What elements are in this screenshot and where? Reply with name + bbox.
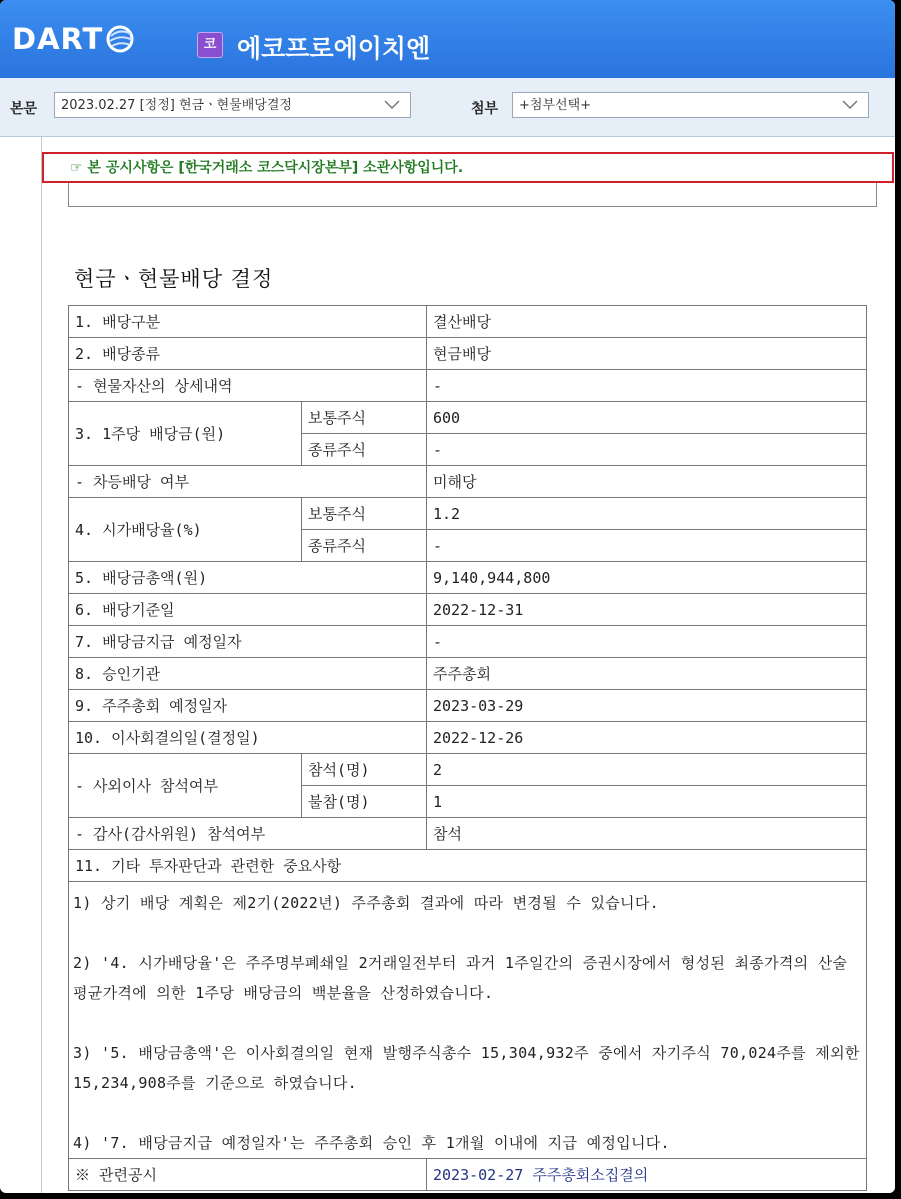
document-content	[41, 137, 895, 1193]
notice-underbox	[68, 183, 877, 207]
related-disclosure-label: ※ 관련공시	[69, 1159, 427, 1191]
row-label: - 사외이사 참석여부	[69, 754, 302, 818]
row-sublabel: 참석(명)	[302, 754, 427, 786]
table-row	[69, 850, 867, 882]
table-row	[69, 562, 867, 594]
table-row	[69, 658, 867, 690]
table-row	[69, 466, 867, 498]
company-name: 에코프로에이치엔	[237, 34, 431, 63]
table-row	[69, 690, 867, 722]
row-label: 1. 배당구분	[69, 306, 427, 338]
row-value: 2022-12-26	[427, 722, 867, 754]
dart-logo[interactable]	[12, 22, 135, 56]
chevron-down-icon	[842, 100, 858, 110]
document-selector-bar	[0, 78, 895, 137]
attach-select[interactable]	[512, 92, 869, 118]
attach-select-value: +첨부선택+	[519, 98, 592, 113]
row-value: 미해당	[427, 466, 867, 498]
row-value: 결산배당	[427, 306, 867, 338]
main-doc-label: 본문	[10, 101, 38, 117]
header-bar	[0, 0, 895, 78]
main-doc-select[interactable]	[54, 92, 411, 118]
row-value: 현금배당	[427, 338, 867, 370]
related-disclosure-link[interactable]: 2023-02-27 주주총회소집결의	[433, 1166, 649, 1184]
row-label: 10. 이사회결의일(결정일)	[69, 722, 427, 754]
row-value: 1	[427, 786, 867, 818]
row-label: 11. 기타 투자판단과 관련한 중요사항	[69, 850, 867, 882]
page-title: 현금ㆍ현물배당 결정	[74, 267, 274, 291]
row-value: 9,140,944,800	[427, 562, 867, 594]
logo-text: DART	[12, 22, 104, 56]
row-sublabel: 불참(명)	[302, 786, 427, 818]
main-doc-select-value: 2023.02.27 [정정] 현금ㆍ현물배당결정	[61, 98, 292, 113]
row-sublabel: 종류주식	[302, 530, 427, 562]
table-row	[69, 722, 867, 754]
note-item: 3) '5. 배당금총액'은 이사회결의일 현재 발행주식총수 15,304,932주 중에서 자기주식 70,024주를 제외한 15,234,908주를 기준으로 하였습니다.	[73, 1044, 860, 1092]
row-value: 2023-03-29	[427, 690, 867, 722]
row-sublabel: 보통주식	[302, 498, 427, 530]
row-label: 8. 승인기관	[69, 658, 427, 690]
row-sublabel: 종류주식	[302, 434, 427, 466]
dividend-table	[68, 305, 867, 1191]
row-value: 참석	[427, 818, 867, 850]
row-label: - 차등배당 여부	[69, 466, 427, 498]
chevron-down-icon	[384, 100, 400, 110]
row-label: 3. 1주당 배당금(원)	[69, 402, 302, 466]
table-row	[69, 402, 867, 434]
row-sublabel: 보통주식	[302, 402, 427, 434]
table-row	[69, 370, 867, 402]
row-value: 1.2	[427, 498, 867, 530]
row-label: 2. 배당종류	[69, 338, 427, 370]
row-label: 9. 주주총회 예정일자	[69, 690, 427, 722]
row-value: -	[427, 370, 867, 402]
row-value: 600	[427, 402, 867, 434]
notes-cell	[69, 882, 867, 1159]
row-value: 주주총회	[427, 658, 867, 690]
attach-label: 첨부	[471, 101, 499, 117]
table-row	[69, 338, 867, 370]
table-row	[69, 882, 867, 1159]
note-item: 2) '4. 시가배당율'은 주주명부폐쇄일 2거래일전부터 과거 1주일간의 증권시장에서 형성된 최종가격의 산술평균가격에 의한 1주당 배당금의 백분율을 산정하였습니다.	[73, 954, 848, 1002]
note-item: 4) '7. 배당금지급 예정일자'는 주주총회 승인 후 1개월 이내에 지급 예정입니다.	[73, 1134, 670, 1152]
jurisdiction-notice: ☞ 본 공시사항은 [한국거래소 코스닥시장본부] 소관사항입니다.	[42, 152, 894, 183]
row-label: - 감사(감사위원) 참석여부	[69, 818, 427, 850]
row-value: 2022-12-31	[427, 594, 867, 626]
row-value: -	[427, 530, 867, 562]
table-row	[69, 818, 867, 850]
row-value: -	[427, 626, 867, 658]
kosdaq-badge-icon: 코	[197, 32, 223, 58]
table-row	[69, 626, 867, 658]
logo-swirl-icon	[105, 24, 135, 54]
row-value: -	[427, 434, 867, 466]
row-value: 2	[427, 754, 867, 786]
table-row	[69, 594, 867, 626]
row-label: - 현물자산의 상세내역	[69, 370, 427, 402]
row-label: 4. 시가배당율(%)	[69, 498, 302, 562]
row-label: 6. 배당기준일	[69, 594, 427, 626]
table-row	[69, 1159, 867, 1191]
row-label: 5. 배당금총액(원)	[69, 562, 427, 594]
related-disclosure-cell	[427, 1159, 867, 1191]
table-row	[69, 306, 867, 338]
table-row	[69, 498, 867, 530]
table-row	[69, 754, 867, 786]
row-label: 7. 배당금지급 예정일자	[69, 626, 427, 658]
note-item: 1) 상기 배당 계획은 제2기(2022년) 주주총회 결과에 따라 변경될 수 있습니다.	[73, 894, 659, 912]
